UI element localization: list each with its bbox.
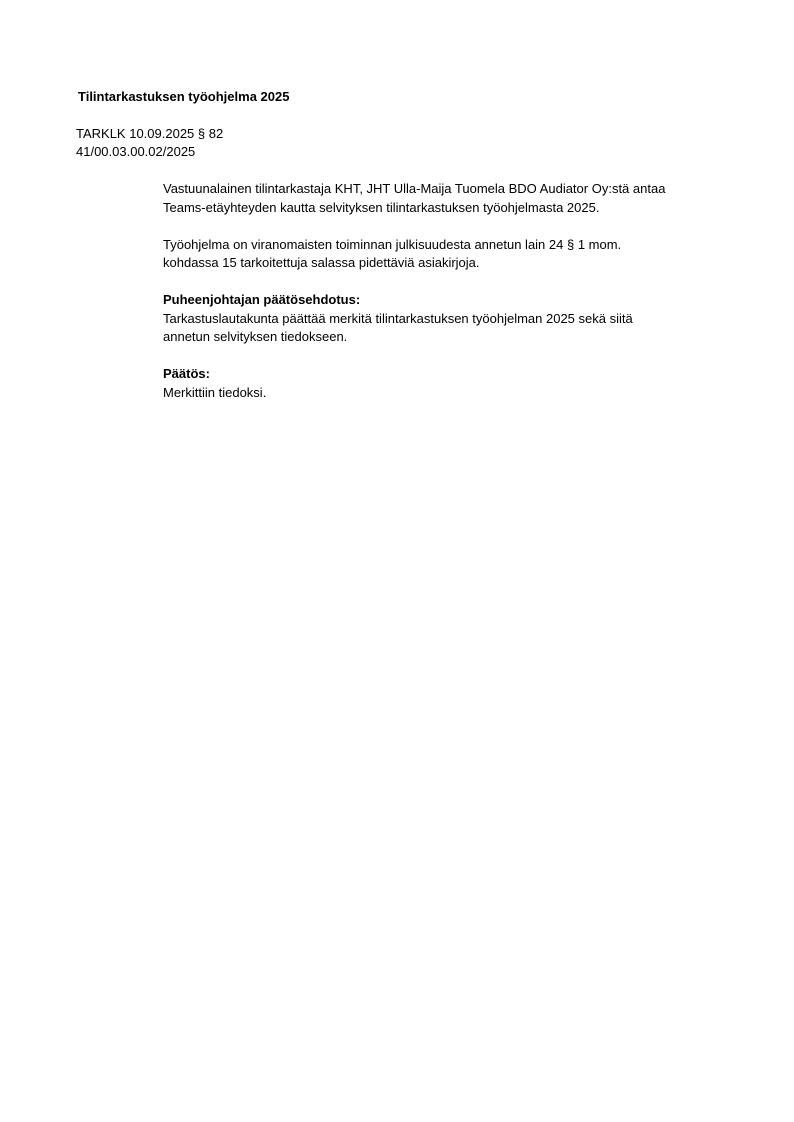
document-body — [163, 180, 753, 421]
document-title: Tilintarkastuksen työohjelma 2025 — [78, 89, 290, 104]
proposal-section — [163, 291, 753, 347]
confidentiality-line-2: kohdassa 15 tarkoitettuja salassa pidettäviä asiakirjoja. — [163, 255, 480, 270]
decision-section — [163, 365, 753, 402]
intro-paragraph — [163, 180, 753, 217]
record-number: 41/00.03.00.02/2025 — [76, 144, 196, 159]
proposal-line-1: Tarkastuslautakunta päättää merkitä tilintarkastuksen työohjelman 2025 sekä siitä — [163, 310, 633, 326]
document-meta — [76, 125, 223, 161]
intro-line-1: Vastuunalainen tilintarkastaja KHT, JHT Ulla-Maija Tuomela BDO Audiator Oy:stä antaa — [163, 181, 666, 196]
proposal-line-2: annetun selvityksen tiedokseen. — [163, 329, 348, 344]
intro-line-2: Teams-etäyhteyden kautta selvityksen tilintarkastuksen työohjelmasta 2025. — [163, 199, 600, 215]
confidentiality-line-1: Työohjelma on viranomaisten toiminnan julkisuudesta annetun lain 24 § 1 mom. — [163, 236, 622, 252]
proposal-heading: Puheenjohtajan päätösehdotus: — [163, 292, 361, 307]
decision-text: Merkittiin tiedoksi. — [163, 384, 267, 400]
meeting-reference: TARKLK 10.09.2025 § 82 — [76, 126, 224, 141]
confidentiality-paragraph — [163, 236, 753, 273]
decision-heading: Päätös: — [163, 366, 210, 381]
